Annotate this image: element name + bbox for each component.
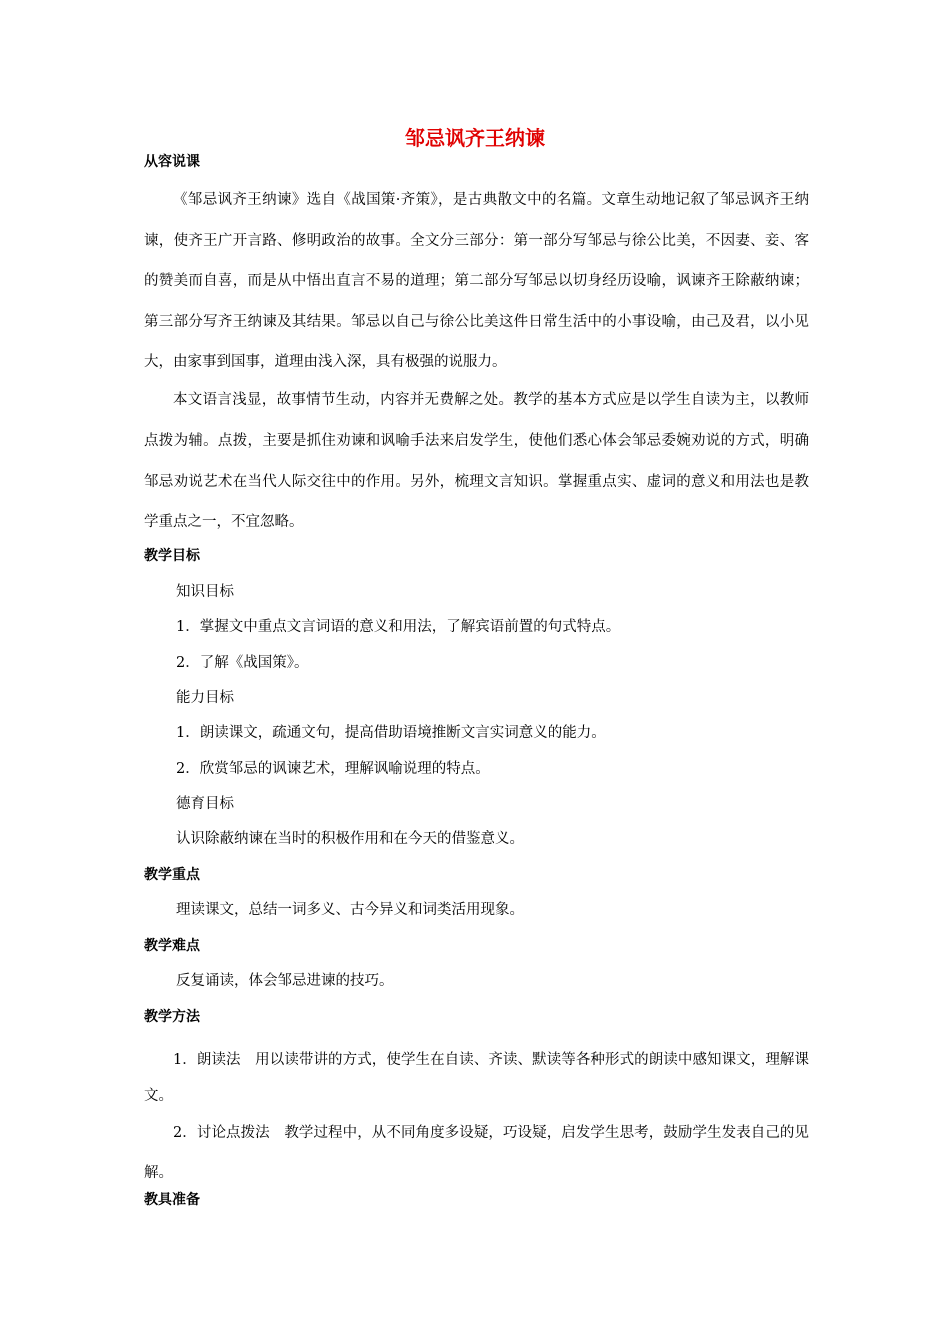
section-heading-difficulties: 教学难点: [144, 938, 200, 954]
intro-paragraph-1: 《邹忌讽齐王纳谏》选自《战国策·齐策》，是古典散文中的名篇。文章生动地记叙了邹忌讽齐王纳谏，使齐王广开言路、修明政治的故事。全文分三部分：第一部分写邹忌与徐公比美，不因妻、妾、客的赞美而自喜，而是从中悟出直言不易的道理；第二部分写邹忌以切身经历设喻，讽谏齐王除蔽纳谏；第三部分写齐王纳谏及其结果。邹忌以自己与徐公比美这件日常生活中的小事设喻，由己及君，以小见大，由家事到国事，道理由浅入深，具有极强的说服力。: [144, 192, 809, 371]
knowledge-goal-2: 2．了解《战国策》。: [176, 655, 309, 671]
section-heading-tools: 教具准备: [144, 1192, 200, 1208]
section-heading-key-points: 教学重点: [144, 867, 200, 883]
key-points-text: 理读课文，总结一词多义、古今异义和词类活用现象。: [176, 902, 524, 918]
knowledge-goals-label: 知识目标: [176, 584, 234, 600]
knowledge-goal-1: 1．掌握文中重点文言词语的意义和用法，了解宾语前置的句式特点。: [176, 619, 621, 635]
intro-paragraph-2: 本文语言浅显，故事情节生动，内容并无费解之处。教学的基本方式应是以学生自读为主，以教师点拨为辅。点拨，主要是抓住劝谏和讽喻手法来启发学生，使他们悉心体会邹忌委婉劝说的方式，明确邹忌劝说艺术在当代人际交往中的作用。另外，梳理文言知识。掌握重点实、虚词的意义和用法也是教学重点之一，不宜忽略。: [144, 392, 809, 531]
ability-goal-1: 1．朗读课文，疏通文句，提高借助语境推断文言实词意义的能力。: [176, 725, 606, 741]
ability-goal-2: 2．欣赏邹忌的讽谏艺术，理解讽喻说理的特点。: [176, 761, 490, 777]
moral-goals-label: 德育目标: [176, 796, 234, 812]
section-heading-intro: 从容说课: [144, 154, 200, 170]
section-heading-methods: 教学方法: [144, 1009, 200, 1025]
section-heading-goals: 教学目标: [144, 548, 200, 564]
moral-goal-1: 认识除蔽纳谏在当时的积极作用和在今天的借鉴意义。: [176, 831, 524, 847]
ability-goals-label: 能力目标: [176, 690, 234, 706]
difficulties-text: 反复诵读，体会邹忌进谏的技巧。: [176, 973, 394, 989]
document-title: 邹忌讽齐王纳谏: [405, 126, 545, 150]
method-item-1: 1．朗读法 用以读带讲的方式，使学生在自读、齐读、默读等各种形式的朗读中感知课文，理解课文。: [144, 1052, 809, 1104]
method-item-2: 2．讨论点拨法 教学过程中，从不同角度多设疑，巧设疑，启发学生思考，鼓励学生发表自己的见解。: [144, 1125, 809, 1181]
